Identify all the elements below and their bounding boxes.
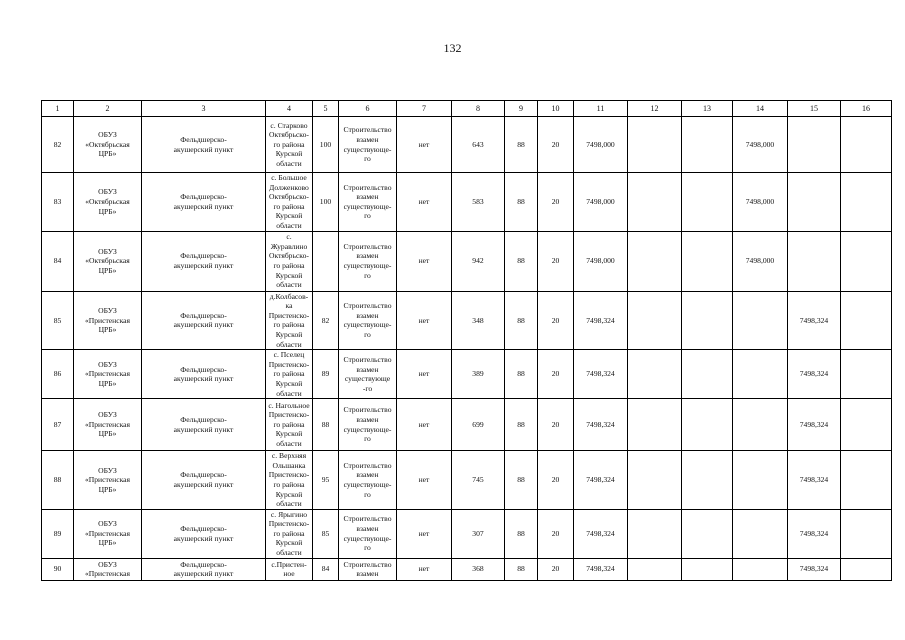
table-cell: Фельдшерско- акушерский пункт — [142, 350, 266, 399]
table-cell — [682, 291, 733, 350]
table-cell: 85 — [313, 509, 339, 558]
table-cell: нет — [397, 399, 452, 451]
table-cell: 348 — [452, 291, 505, 350]
table-cell — [628, 117, 682, 173]
table-cell: Фельдшерско- акушерский пункт — [142, 451, 266, 510]
header-cell: 9 — [505, 101, 538, 117]
table-cell: 20 — [538, 231, 574, 291]
table-row — [42, 451, 892, 510]
header-cell: 8 — [452, 101, 505, 117]
table-cell — [628, 399, 682, 451]
table-cell — [682, 509, 733, 558]
table-cell: Строительство взамен — [339, 558, 397, 580]
table-cell: Строительство взамен существующе- го — [339, 509, 397, 558]
table-cell: 20 — [538, 291, 574, 350]
table-cell: нет — [397, 558, 452, 580]
header-cell: 16 — [841, 101, 892, 117]
table-cell — [841, 173, 892, 232]
table-cell: 368 — [452, 558, 505, 580]
table-row — [42, 509, 892, 558]
table-cell: с.Пристен- ное — [266, 558, 313, 580]
table-cell — [313, 231, 339, 291]
header-cell: 15 — [788, 101, 841, 117]
table-cell: 7498,324 — [788, 509, 841, 558]
table-cell: 88 — [505, 173, 538, 232]
table-cell: Строительство взамен существующе- го — [339, 117, 397, 173]
table-cell: с. Старково Октябрьско- го района Курской области — [266, 117, 313, 173]
table-cell: 88 — [505, 451, 538, 510]
header-cell: 2 — [74, 101, 142, 117]
table-cell: 7498,324 — [574, 291, 628, 350]
table-cell: ОБУЗ «Пристенская ЦРБ» — [74, 451, 142, 510]
table-cell: с. Нагольное Пристенско- го района Курской области — [266, 399, 313, 451]
table-cell — [841, 350, 892, 399]
table-cell — [788, 117, 841, 173]
table-cell — [682, 173, 733, 232]
header-cell: 10 — [538, 101, 574, 117]
table-cell: ОБУЗ «Пристенская ЦРБ» — [74, 399, 142, 451]
header-cell: 11 — [574, 101, 628, 117]
table-cell — [788, 231, 841, 291]
table-cell — [788, 173, 841, 232]
header-row — [42, 101, 892, 117]
table-cell: 90 — [42, 558, 74, 580]
table-cell — [841, 399, 892, 451]
table-cell: 7498,000 — [733, 173, 788, 232]
table-cell — [733, 509, 788, 558]
table-cell: нет — [397, 451, 452, 510]
table-row — [42, 117, 892, 173]
table-cell: 88 — [505, 117, 538, 173]
table-cell — [841, 291, 892, 350]
table-cell: 88 — [505, 509, 538, 558]
table-cell — [628, 558, 682, 580]
table-cell: Строительство взамен существующе- го — [339, 231, 397, 291]
header-cell: 12 — [628, 101, 682, 117]
table-cell — [841, 509, 892, 558]
table-cell: нет — [397, 509, 452, 558]
table-cell — [841, 558, 892, 580]
table-cell: 7498,324 — [788, 291, 841, 350]
table-cell: Фельдшерско- акушерский пункт — [142, 173, 266, 232]
table-cell: Строительство взамен существующе- го — [339, 173, 397, 232]
table-cell: Строительство взамен существующе- го — [339, 291, 397, 350]
table-cell: ОБУЗ «Октябрьская ЦРБ» — [74, 117, 142, 173]
table-cell: 88 — [505, 231, 538, 291]
table-cell — [682, 350, 733, 399]
table-cell: 20 — [538, 173, 574, 232]
table-cell: 20 — [538, 451, 574, 510]
header-cell: 14 — [733, 101, 788, 117]
header-cell: 6 — [339, 101, 397, 117]
table-cell: 82 — [313, 291, 339, 350]
table-cell: 7498,324 — [788, 558, 841, 580]
table-cell: 88 — [505, 291, 538, 350]
table-cell: 87 — [42, 399, 74, 451]
table-row — [42, 173, 892, 232]
table-cell: 307 — [452, 509, 505, 558]
table-cell: ОБУЗ «Пристенская ЦРБ» — [74, 509, 142, 558]
table-cell: 84 — [313, 558, 339, 580]
table-cell: нет — [397, 291, 452, 350]
table-cell: Фельдшерско- акушерский пункт — [142, 117, 266, 173]
table-cell: 85 — [42, 291, 74, 350]
table-row — [42, 291, 892, 350]
table-cell: 583 — [452, 173, 505, 232]
table-cell: 20 — [538, 350, 574, 399]
table-cell: 89 — [42, 509, 74, 558]
table-cell: 7498,324 — [574, 399, 628, 451]
table-cell: Строительство взамен существующе- го — [339, 399, 397, 451]
table-cell — [733, 451, 788, 510]
table-cell: 89 — [313, 350, 339, 399]
table-cell: 95 — [313, 451, 339, 510]
table-cell: ОБУЗ «Октябрьская ЦРБ» — [74, 173, 142, 232]
table-cell — [628, 509, 682, 558]
table-cell: 86 — [42, 350, 74, 399]
table-cell: 20 — [538, 117, 574, 173]
table-row — [42, 231, 892, 291]
header-cell: 4 — [266, 101, 313, 117]
table-cell: с. Журавлино Октябрьско- го района Курской области — [266, 231, 313, 291]
table-cell: 7498,324 — [574, 558, 628, 580]
table-cell: 20 — [538, 509, 574, 558]
header-cell: 13 — [682, 101, 733, 117]
table-cell — [682, 231, 733, 291]
table-cell: ОБУЗ «Пристенская ЦРБ» — [74, 350, 142, 399]
table-cell: с. Большое Долженково Октябрьско- го района Курской области — [266, 173, 313, 232]
table-cell: 7498,324 — [574, 451, 628, 510]
table-cell: Фельдшерско- акушерский пункт — [142, 558, 266, 580]
header-cell: 7 — [397, 101, 452, 117]
table-cell — [628, 173, 682, 232]
table-cell: нет — [397, 350, 452, 399]
table-cell: 83 — [42, 173, 74, 232]
table-cell — [682, 451, 733, 510]
table-cell — [682, 558, 733, 580]
table-cell — [841, 451, 892, 510]
table-cell — [841, 231, 892, 291]
table-cell: 699 — [452, 399, 505, 451]
table-cell: ОБУЗ «Пристенская — [74, 558, 142, 580]
table-cell: д.Колбасов- ка Пристенско- го района Курской области — [266, 291, 313, 350]
facilities-table — [41, 100, 892, 581]
table-cell: 88 — [42, 451, 74, 510]
table-cell: Фельдшерско- акушерский пункт — [142, 399, 266, 451]
table-cell — [628, 231, 682, 291]
table-cell: 7498,324 — [788, 451, 841, 510]
table-cell — [682, 399, 733, 451]
table-row — [42, 558, 892, 580]
table-cell: 942 — [452, 231, 505, 291]
table-cell: 7498,000 — [574, 231, 628, 291]
table-cell: 88 — [313, 399, 339, 451]
table-row — [42, 399, 892, 451]
table-cell: 88 — [505, 350, 538, 399]
table-cell: 20 — [538, 558, 574, 580]
table-cell — [628, 451, 682, 510]
table-cell: Фельдшерско- акушерский пункт — [142, 231, 266, 291]
table-cell — [733, 291, 788, 350]
table-cell: нет — [397, 173, 452, 232]
table-cell: 20 — [538, 399, 574, 451]
table-cell: с. Ярыгино Пристенско- го района Курской области — [266, 509, 313, 558]
table-cell: нет — [397, 117, 452, 173]
header-cell: 5 — [313, 101, 339, 117]
header-cell: 1 — [42, 101, 74, 117]
table-cell: 745 — [452, 451, 505, 510]
table-cell: ОБУЗ «Пристенская ЦРБ» — [74, 291, 142, 350]
table-cell: с. Пселец Пристенско- го района Курской области — [266, 350, 313, 399]
table-row — [42, 350, 892, 399]
table-cell — [841, 117, 892, 173]
table-cell: 7498,324 — [574, 350, 628, 399]
table-cell: 643 — [452, 117, 505, 173]
table-cell: Фельдшерско- акушерский пункт — [142, 291, 266, 350]
table-cell: 7498,000 — [733, 231, 788, 291]
table-cell: Строительство взамен существующе- го — [339, 451, 397, 510]
table-cell: 100 — [313, 173, 339, 232]
table-cell: 7498,324 — [574, 509, 628, 558]
table-cell: 7498,324 — [788, 399, 841, 451]
table-cell: с. Верхняя Ольшанка Пристенско- го района Курской области — [266, 451, 313, 510]
table-cell: 7498,000 — [574, 173, 628, 232]
table-cell: 82 — [42, 117, 74, 173]
table-cell: Фельдшерско- акушерский пункт — [142, 509, 266, 558]
table-cell: 88 — [505, 399, 538, 451]
table-cell — [733, 399, 788, 451]
table-cell — [733, 558, 788, 580]
table-cell: 88 — [505, 558, 538, 580]
table-cell: нет — [397, 231, 452, 291]
table-cell: 100 — [313, 117, 339, 173]
table-cell: Строительство взамен существующе -го — [339, 350, 397, 399]
table-cell: 7498,000 — [733, 117, 788, 173]
header-cell: 3 — [142, 101, 266, 117]
page-number: 132 — [443, 41, 462, 55]
table-cell — [733, 350, 788, 399]
table-cell — [682, 117, 733, 173]
table-cell — [628, 291, 682, 350]
table-cell: 7498,000 — [574, 117, 628, 173]
table-cell: ОБУЗ «Октябрьская ЦРБ» — [74, 231, 142, 291]
table-cell — [628, 350, 682, 399]
table-cell: 389 — [452, 350, 505, 399]
table-cell: 84 — [42, 231, 74, 291]
table-cell: 7498,324 — [788, 350, 841, 399]
